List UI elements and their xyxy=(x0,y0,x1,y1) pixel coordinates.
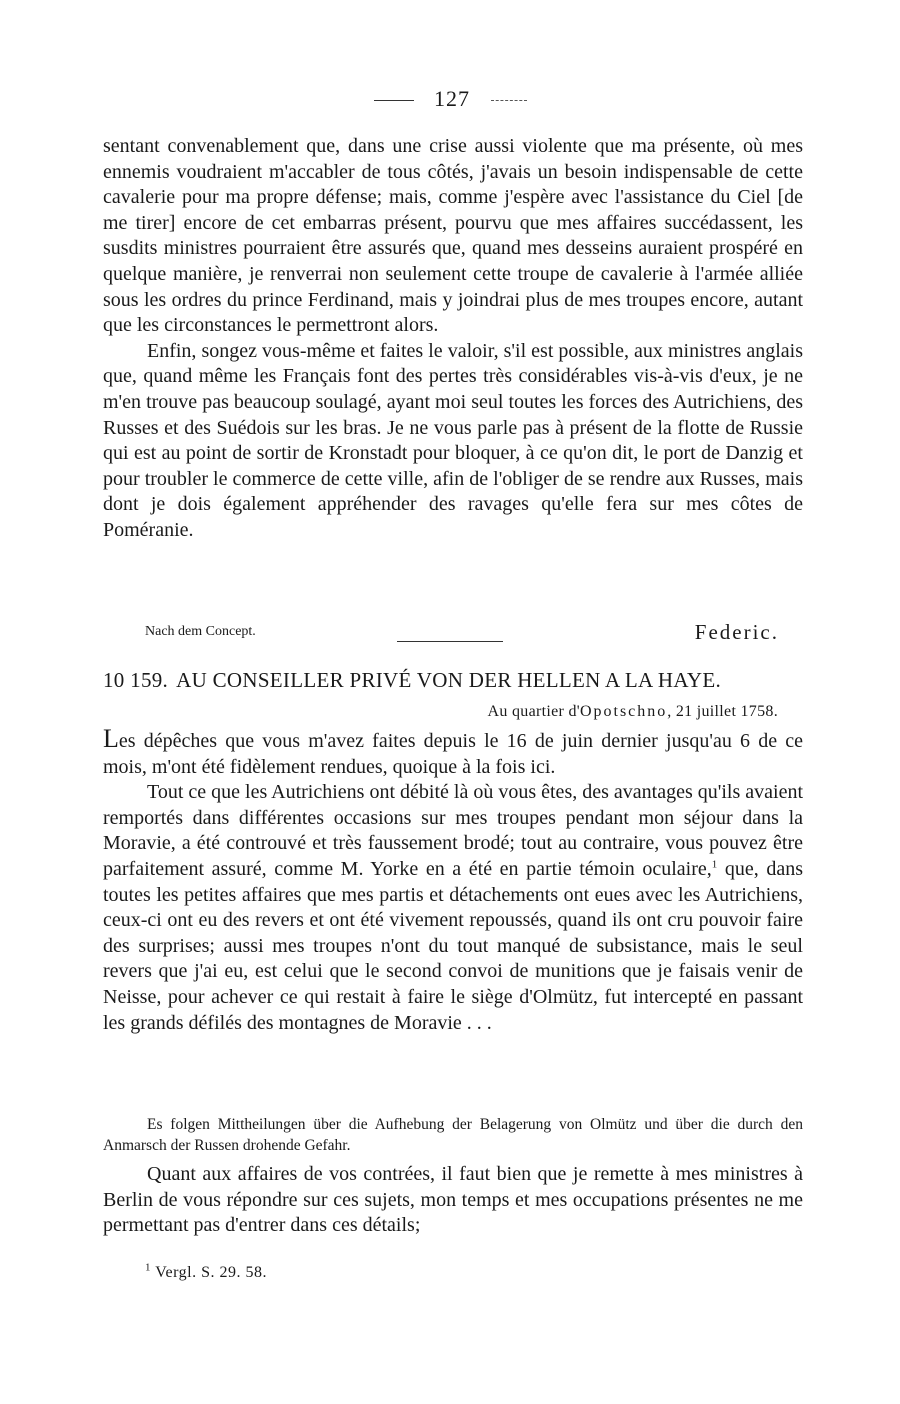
source-note: Nach dem Concept. xyxy=(145,624,256,639)
paragraph: Quant aux affaires de vos contrées, il faut bien que je remette à mes ministres à Berlin de vous répondre sur ces sujets, mon temps et mes occupations présentes ne me permettant pas d'entrer dans ces détails; xyxy=(103,1163,803,1237)
page-number: 127 xyxy=(434,86,470,111)
section-divider xyxy=(397,641,503,642)
header-rule-left xyxy=(374,100,414,101)
letter-number: 10 159. xyxy=(103,668,169,692)
letter-title: AU CONSEILLER PRIVÉ VON DER HELLEN A LA HAYE. xyxy=(176,668,722,692)
dateline-place: Opotschno xyxy=(579,703,668,720)
letter-body-continued xyxy=(103,1162,803,1239)
footnote xyxy=(145,1261,267,1282)
letter-body xyxy=(103,726,803,1036)
footnote-marker: 1 xyxy=(145,1261,151,1274)
footnote-text: Vergl. S. 29. 58. xyxy=(155,1264,267,1281)
paragraph xyxy=(103,726,803,780)
letter-heading xyxy=(103,668,803,693)
footnote-reference: 1 xyxy=(711,858,718,871)
paragraph: sentant convenablement que, dans une crise aussi violente que ma présente, où mes ennemis voudraient m'accabler de tous côtés, j'avais un besoin indispensable de cette cavalerie pour ma propre défense; mais, comme j'espère avec l'assistance du Ciel [de me tirer] encore de cet embarras présent, pourvu que mes affaires succédassent, les susdits ministres pourraient être assurés que, quand mes desseins auraient prospéré en quelque manière, je renverrai non seulement cette troupe de cavalerie à l'armée alliée sous les ordres du prince Ferdinand, mais y joindrai plus de mes troupes encore, autant que les circonstances le permettront alors. xyxy=(103,135,803,337)
dateline-prefix: Au quartier d' xyxy=(487,703,580,720)
signature: Federic. xyxy=(694,620,779,644)
initial-letter: L xyxy=(103,724,119,753)
continued-letter-text xyxy=(103,134,803,544)
paragraph: Enfin, songez vous-même et faites le valoir, s'il est possible, aux ministres anglais que, quand même les Français font des pertes très considérables vis-à-vis d'eux, je ne m'en trouve pas beaucoup soulagé, ayant moi seul toutes les forces des Autrichiens, des Russes et des Suédois sur les bras. Je ne vous parle pas à présent de la flotte de Russie qui est au point de sortir de Kronstadt pour bloquer, à ce qu'on dit, le port de Danzig et pour troubler le commerce de cette ville, afin de l'obliger de se rendre aux Russes, mais dont je dois également appréhender des ravages qu'elle fera sur mes côtes de Poméranie. xyxy=(103,339,803,541)
letter-closing xyxy=(145,620,785,646)
editorial-note xyxy=(103,1114,803,1156)
header-rule-right xyxy=(491,100,527,101)
dateline-date: , 21 juillet 1758. xyxy=(667,703,778,720)
page-header xyxy=(0,86,900,112)
paragraph xyxy=(103,780,803,1036)
dateline xyxy=(488,703,778,721)
paragraph-text: Tout ce que les Autrichiens ont débité là où vous êtes, des avantages qu'ils avaient remportés dans différentes occasions sur mes troupes pendant mon séjour dans la Moravie, a été controuvé et très faussement brodé; tout au contraire, vous pouvez être parfaitement assuré, comme M. Yorke en a été en partie témoin oculaire, xyxy=(103,781,803,880)
editorial-note-text: Es folgen Mittheilungen über die Aufhebung der Belagerung von Olmütz und über die durch den Anmarsch der Russen drohende Gefahr. xyxy=(103,1116,803,1154)
paragraph-text: que, dans toutes les petites affaires que mes partis et détachements ont eues avec les Autrichiens, ceux-ci ont eu des revers et ont été vivement repoussés, quand ils ont cru pouvoir faire des surprises; aussi mes troupes n'ont du tout manqué de subsistance, mais le seul revers que j'ai eu, est celui que le second convoi de munitions que je faisais venir de Neisse, pour achever ce qui restait à faire le siège d'Olmütz, fut intercepté en passant les grands défilés des montagnes de Moravie . . . xyxy=(103,857,803,1034)
paragraph-text: es dépêches que vous m'avez faites depuis le 16 de juin dernier jusqu'au 6 de ce mois, m'ont été fidèlement rendues, quoique à la fois ici. xyxy=(103,730,803,778)
